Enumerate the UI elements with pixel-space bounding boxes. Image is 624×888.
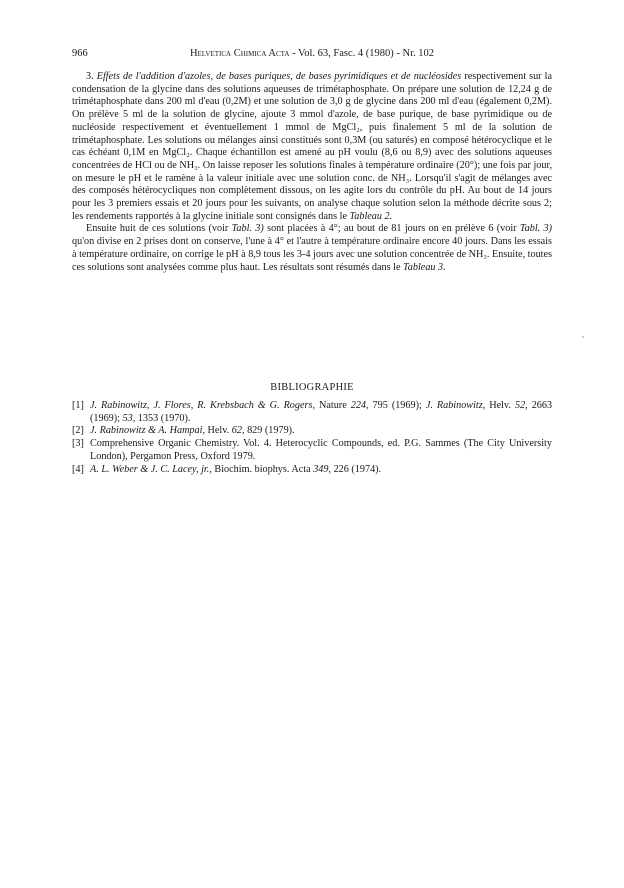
scan-speck xyxy=(582,336,584,338)
reference-pages: 795 (1969); xyxy=(372,400,422,411)
reference-volume: 53, xyxy=(122,412,136,424)
paragraph-2-text-a: Ensuite huit de ces solutions (voir xyxy=(86,223,229,235)
section-3 xyxy=(72,71,552,274)
table-ref: Tabl. 3) xyxy=(519,223,553,235)
reference-item xyxy=(72,425,552,438)
table-ref: Tabl. 3) xyxy=(231,223,264,235)
reference-pages: 226 (1974). xyxy=(333,463,382,475)
section-number: 3. xyxy=(86,71,94,82)
paragraph-2-text-c: qu'on divise en 2 prises dont on conserve, l'une à 4° et l'autre à température ordinaire encore 40 jours. Dans les essais à température ordinaire, on corrige le pH à 8,9 tous les 3-4 jours avec une solution concentrée de NH₃. Ensuite, toutes ces solutions sont analysées comme plus haut. Les résultats sont résumés dans le xyxy=(72,236,552,273)
page-number: 966 xyxy=(72,48,88,59)
reference-volume: 62, xyxy=(231,425,245,437)
table-ref: Tableau 2. xyxy=(349,210,393,222)
journal-name: Helvetica Chimica Acta xyxy=(189,48,290,59)
reference-source: Nature xyxy=(319,400,347,411)
journal-issue: - Vol. 63, Fasc. 4 (1980) - Nr. 102 xyxy=(292,48,435,59)
reference-source: Helv. xyxy=(489,400,511,411)
reference-text: Comprehensive Organic Chemistry. Vol. 4. Heterocyclic Compounds, ed. P.G. Sammes (The City University London), Pergamon Press, Oxford 1979. xyxy=(90,438,552,462)
reference-number: [3] xyxy=(72,438,84,450)
reference-authors: J. Rabinowitz, xyxy=(425,400,486,411)
reference-volume: 52, xyxy=(514,400,528,411)
reference-pages: 2663 (1969); xyxy=(90,400,553,424)
reference-number: [2] xyxy=(72,425,84,437)
reference-authors: J. Rabinowitz, J. Flores, R. Krebsbach & G. Rogers, xyxy=(90,400,315,411)
reference-volume: 224, xyxy=(350,400,369,411)
reference-number: [1] xyxy=(72,400,84,411)
reference-source: Helv. xyxy=(207,425,230,437)
reference-item xyxy=(72,438,552,463)
paragraph-1-text: respectivement sur la condensation de la glycine dans des solutions aqueuses de trimétaphosphate. On prépare une solution de 12,24 g de trimétaphosphate dans 200 ml d'eau (0,2M) et une solution de 3,0 g de glycine dans 200 ml d'eau (également 0,2M). On prélève 5 ml de la solution de glycine, ajoute 3 mmol d'azole, de base purique, de base pyrimidique ou de nucléoside respectivement et éventuellement 1 mmol de MgCl₂, puis finalement 5 ml de la solution de trimétaphosphate. Les solutions ou mélanges ainsi constitués sont 0,3M (ou saturés) en composé hétérocyclique et le cas échéant 0,1M en MgCl₂. Chaque échantillon est amené au pH voulu (8,6 ou 8,9) avec des solutions aqueuses concentrées de HCl ou de NH₃. On laisse reposer les solutions finales à température ordinaire (20°); une fois par jour, on mesure le pH et le ramène à la valeur initiale avec une solution conc. de NH₃. Lorsqu'il s'agit de mélanges avec des composés hétérocycliques non complètement dissous, on les agite lors du contrôle du pH. Au bout de 14 jours pour les 3 premiers essais et 20 jours pour les suivants, on analyse chaque solution selon la méthode décrite sous 2; les rendements rapportés à la glycine initiale sont consignés dans le xyxy=(72,71,553,222)
reference-authors: A. L. Weber & J. C. Lacey, jr., xyxy=(90,463,212,475)
reference-item xyxy=(72,400,552,425)
table-ref: Tableau 3. xyxy=(403,261,446,273)
bibliography-title: BIBLIOGRAPHIE xyxy=(270,382,354,393)
running-header xyxy=(72,46,552,62)
reference-number: [4] xyxy=(72,463,84,475)
journal-line xyxy=(72,46,552,62)
reference-pages: 1353 (1970). xyxy=(137,412,191,424)
reference-authors: J. Rabinowitz & A. Hampai, xyxy=(90,425,205,437)
paragraph-2 xyxy=(72,223,552,274)
reference-pages: 829 (1979). xyxy=(247,425,295,437)
paragraph-1 xyxy=(72,71,552,223)
reference-source: Biochim. biophys. Acta xyxy=(214,463,311,475)
reference-list xyxy=(72,400,552,476)
reference-item xyxy=(72,464,552,477)
reference-volume: 349, xyxy=(313,463,332,475)
section-title: Effets de l'addition d'azoles, de bases puriques, de bases pyrimidiques et de nucléosides xyxy=(96,71,462,82)
paragraph-2-text-b: sont placées à 4°; au bout de 81 jours on en prélève 6 (voir xyxy=(267,223,517,235)
